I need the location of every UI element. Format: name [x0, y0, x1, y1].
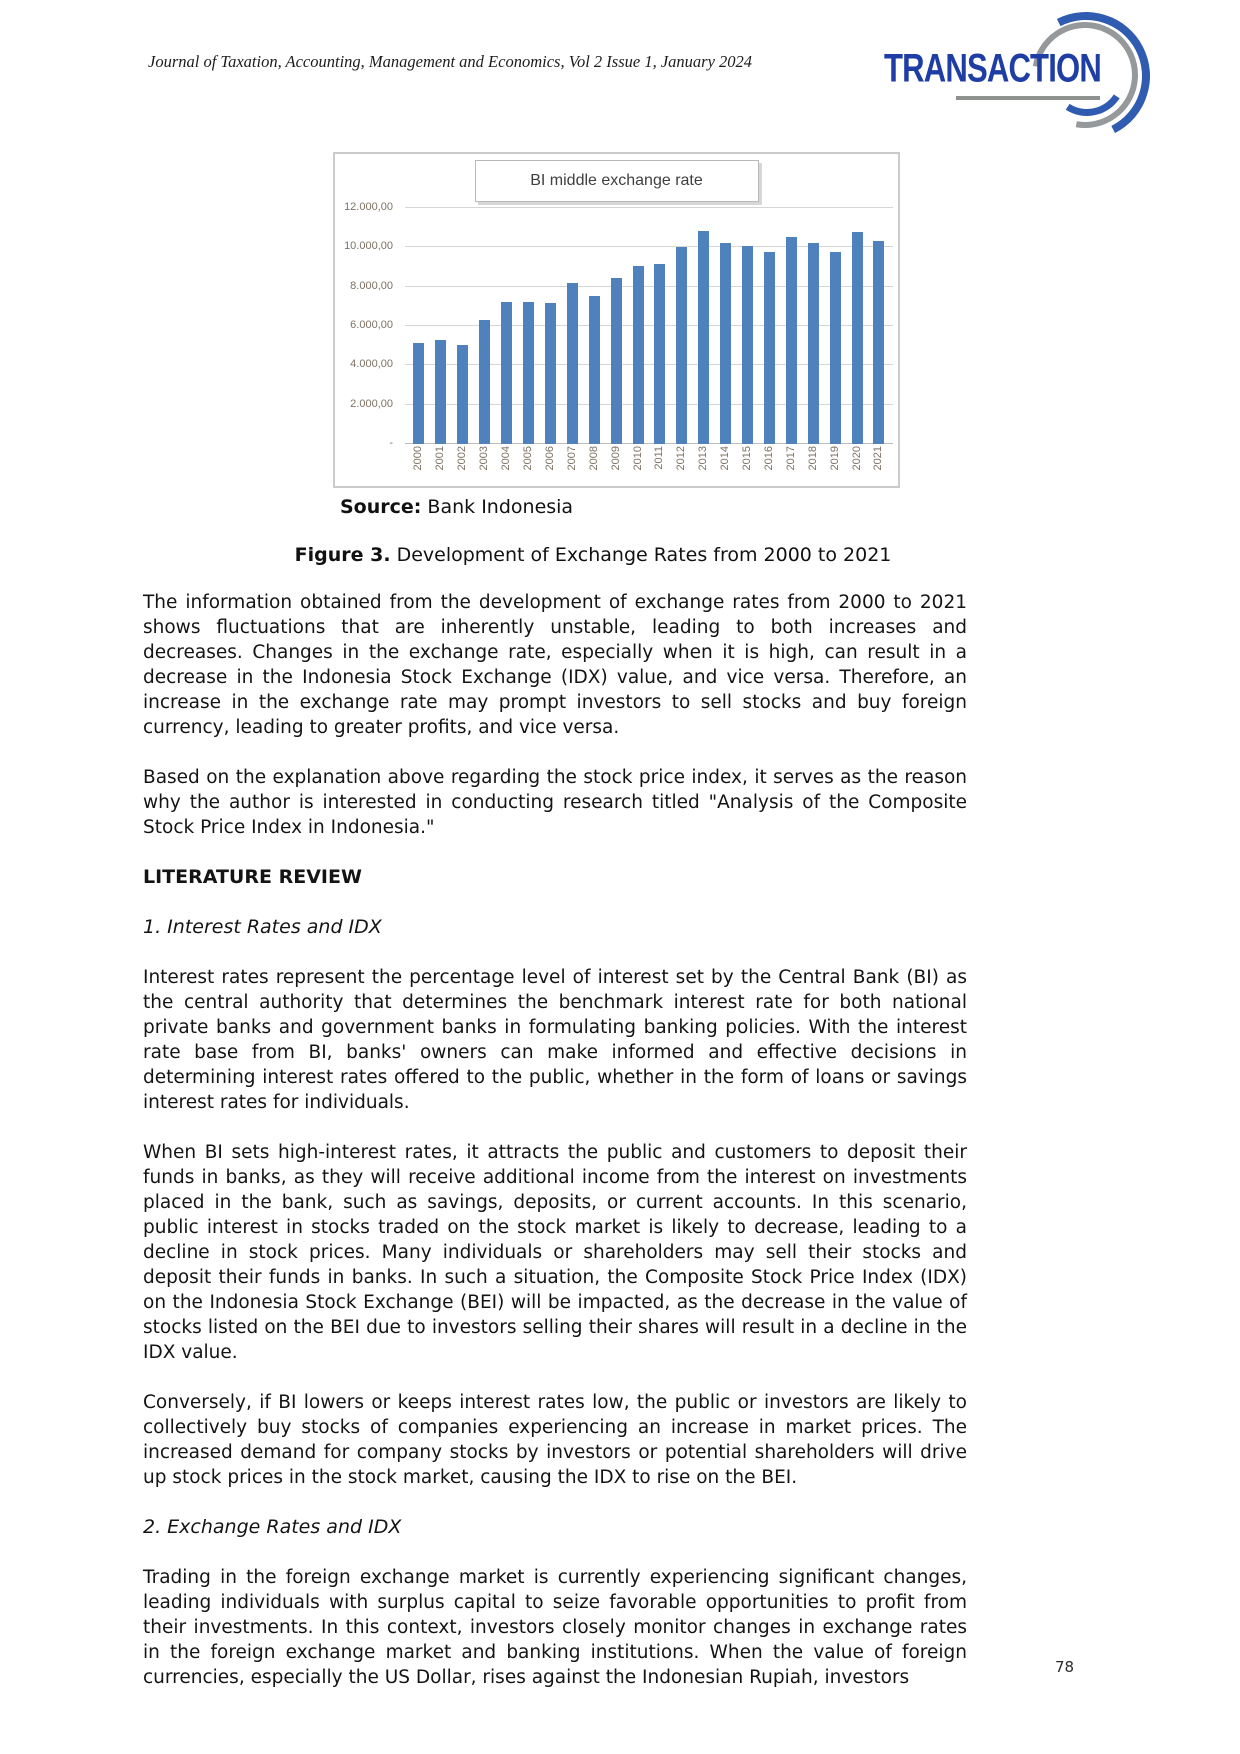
bar-2020: [852, 232, 863, 444]
paragraph-interest-rates-definition: Interest rates represent the percentage level of interest set by the Central Bank (BI) as the central authority that determines the benchmark interest rate for both national private banks and government banks in formulating banking policies. With the interest rate base from BI, banks' owners can make informed and effective decisions in determining interest rates offered to the public, whether in the form of loans or savings interest rates for individuals.: [143, 967, 967, 1113]
chart-y-axis: [335, 201, 397, 449]
bar-slot: [824, 208, 846, 444]
x-tick-label: 2004: [500, 446, 513, 471]
bar-slot: [452, 208, 474, 444]
chart-plot: [405, 208, 893, 444]
paragraph-exchange-fluctuations: The information obtained from the development of exchange rates from 2000 to 2021 shows fluctuations that are inherently unstable, leading to both increases and decreases. Changes in the exchange rate, especially when it is high, can result in a decrease in the Indonesia Stock Exchange (IDX) value, and vice versa. Therefore, an increase in the exchange rate may prompt investors to sell stocks and buy foreign currency, leading to greater profits, and vice versa.: [143, 592, 967, 738]
x-tick-label: 2011: [653, 446, 666, 470]
journal-header-line: Journal of Taxation, Accounting, Management and Economics, Vol 2 Issue 1, January 2024: [148, 52, 753, 71]
x-tick-label: 2019: [828, 446, 841, 471]
bar-slot: [627, 208, 649, 444]
x-tick-label: 2017: [784, 446, 797, 471]
bar-slot: [802, 208, 824, 444]
bar-slot: [430, 208, 452, 444]
x-tick-slot: [583, 446, 605, 488]
x-tick-slot: [824, 446, 846, 488]
x-tick-slot: [627, 446, 649, 488]
bar-slot: [846, 208, 868, 444]
x-tick-slot: [649, 446, 671, 488]
bar-2012: [676, 247, 687, 444]
bar-slot: [474, 208, 496, 444]
bar-slot: [539, 208, 561, 444]
chart-x-labels: [405, 446, 893, 488]
bar-2002: [457, 345, 468, 444]
bar-2007: [567, 283, 578, 444]
figure-source: [340, 496, 573, 518]
x-tick-label: 2000: [412, 446, 425, 471]
bar-2006: [545, 303, 556, 444]
exchange-rate-bar-chart: [333, 152, 900, 488]
bar-slot: [496, 208, 518, 444]
paragraph-low-interest-effect: Conversely, if BI lowers or keeps interest rates low, the public or investors are likely to collectively buy stocks of companies experiencing an increase in market prices. The increased demand for company stocks by investors or potential shareholders will drive up stock prices in the stock market, causing the IDX to rise on the BEI.: [143, 1392, 967, 1488]
bar-slot: [518, 208, 540, 444]
x-tick-label: 2008: [587, 446, 600, 471]
paragraph-research-motivation: Based on the explanation above regarding the stock price index, it serves as the reason why the author is interested in conducting research titled "Analysis of the Composite Stock Price Index in Indonesia.": [143, 767, 967, 838]
figure-source-label: Source:: [340, 496, 422, 518]
x-tick-slot: [780, 446, 802, 488]
logo-text: TRANSACTION: [884, 45, 1101, 91]
x-tick-label: 2003: [478, 446, 491, 471]
x-tick-label: 2021: [872, 446, 885, 471]
chart-bars: [405, 208, 893, 444]
bar-slot: [780, 208, 802, 444]
y-tick-label: 10.000,00: [344, 240, 393, 253]
bar-2000: [413, 343, 424, 444]
x-tick-slot: [474, 446, 496, 488]
bar-slot: [715, 208, 737, 444]
paragraph-high-interest-effect: When BI sets high-interest rates, it attracts the public and customers to deposit their funds in banks, as they will receive additional income from the interest on investments placed in the bank, such as savings, deposits, or current accounts. In this scenario, public interest in stocks traded on the stock market is likely to decrease, leading to a decline in stock prices. Many individuals or shareholders may sell their stocks and deposit their funds in banks. In such a situation, the Composite Stock Price Index (IDX) on the Indonesia Stock Exchange (BEI) will be impacted, as the decrease in the value of stocks listed on the BEI due to investors selling their shares will result in a decline in the IDX value.: [143, 1142, 967, 1363]
x-tick-label: 2012: [675, 446, 688, 471]
y-tick-label: 2.000,00: [350, 397, 393, 410]
bar-slot: [671, 208, 693, 444]
page-number: 78: [1055, 1658, 1075, 1676]
x-tick-label: 2020: [850, 446, 863, 471]
section-heading-literature-review: LITERATURE REVIEW: [143, 866, 362, 888]
bar-slot: [737, 208, 759, 444]
bar-2005: [523, 302, 534, 444]
x-tick-slot: [539, 446, 561, 488]
x-tick-slot: [737, 446, 759, 488]
figure-caption-number: Figure 3.: [294, 544, 391, 566]
bar-2017: [786, 237, 797, 444]
y-tick-label: 4.000,00: [350, 358, 393, 371]
bar-2016: [764, 252, 775, 444]
x-tick-label: 2002: [456, 446, 469, 471]
bar-slot: [605, 208, 627, 444]
x-tick-slot: [693, 446, 715, 488]
x-tick-slot: [605, 446, 627, 488]
bar-slot: [693, 208, 715, 444]
bar-slot: [759, 208, 781, 444]
bar-2014: [720, 243, 731, 444]
bar-slot: [561, 208, 583, 444]
bar-2008: [589, 296, 600, 444]
x-tick-slot: [846, 446, 868, 488]
y-tick-label: 8.000,00: [350, 279, 393, 292]
x-tick-slot: [430, 446, 452, 488]
subheading-interest-rates-idx: 1. Interest Rates and IDX: [143, 916, 382, 938]
x-tick-label: 2006: [543, 446, 556, 471]
bar-2009: [611, 278, 622, 444]
x-tick-slot: [802, 446, 824, 488]
x-tick-slot: [671, 446, 693, 488]
article-body: [143, 590, 967, 1715]
transaction-logo: [870, 10, 1170, 130]
x-tick-label: 2013: [697, 446, 710, 471]
figure-caption-text: Development of Exchange Rates from 2000 to 2021: [390, 544, 892, 566]
bar-2013: [698, 231, 709, 444]
x-tick-label: 2007: [565, 446, 578, 471]
x-tick-slot: [759, 446, 781, 488]
bar-2015: [742, 246, 753, 444]
bar-2001: [435, 340, 446, 444]
y-tick-label: 6.000,00: [350, 319, 393, 331]
x-tick-label: 2016: [762, 446, 775, 471]
x-tick-label: 2014: [719, 446, 732, 471]
y-tick-label: 12.000,00: [344, 201, 393, 213]
bar-slot: [583, 208, 605, 444]
x-tick-label: 2018: [806, 446, 819, 471]
chart-title: BI middle exchange rate: [475, 160, 759, 202]
bar-2018: [808, 243, 819, 444]
x-tick-slot: [868, 446, 890, 488]
paragraph-forex-trading: Trading in the foreign exchange market is currently experiencing significant changes, leading individuals with surplus capital to seize favorable opportunities to profit from their investments. In this context, investors closely monitor changes in exchange rates in the foreign exchange market and banking institutions. When the value of foreign currencies, especially the US Dollar, rises against the Indonesian Rupiah, investors: [143, 1567, 967, 1688]
bar-slot: [868, 208, 890, 444]
x-tick-slot: [452, 446, 474, 488]
bar-2011: [654, 264, 665, 444]
bar-2019: [830, 252, 841, 444]
x-tick-slot: [715, 446, 737, 488]
x-tick-slot: [496, 446, 518, 488]
x-tick-label: 2015: [741, 446, 754, 471]
x-tick-slot: [518, 446, 540, 488]
figure-caption: [143, 544, 1043, 566]
bar-2003: [479, 320, 490, 444]
x-tick-label: 2010: [631, 446, 644, 471]
x-tick-label: 2005: [521, 446, 534, 471]
bar-2021: [873, 241, 884, 444]
bar-2004: [501, 302, 512, 444]
bar-slot: [649, 208, 671, 444]
y-tick-label: -: [389, 437, 393, 449]
x-tick-label: 2001: [434, 446, 447, 471]
x-tick-label: 2009: [609, 446, 622, 471]
bar-2010: [633, 266, 644, 444]
bar-slot: [408, 208, 430, 444]
subheading-exchange-rates-idx: 2. Exchange Rates and IDX: [143, 1516, 402, 1538]
logo-underline: [956, 96, 1100, 100]
figure-source-value: Bank Indonesia: [421, 496, 574, 518]
x-tick-slot: [408, 446, 430, 488]
x-tick-slot: [561, 446, 583, 488]
